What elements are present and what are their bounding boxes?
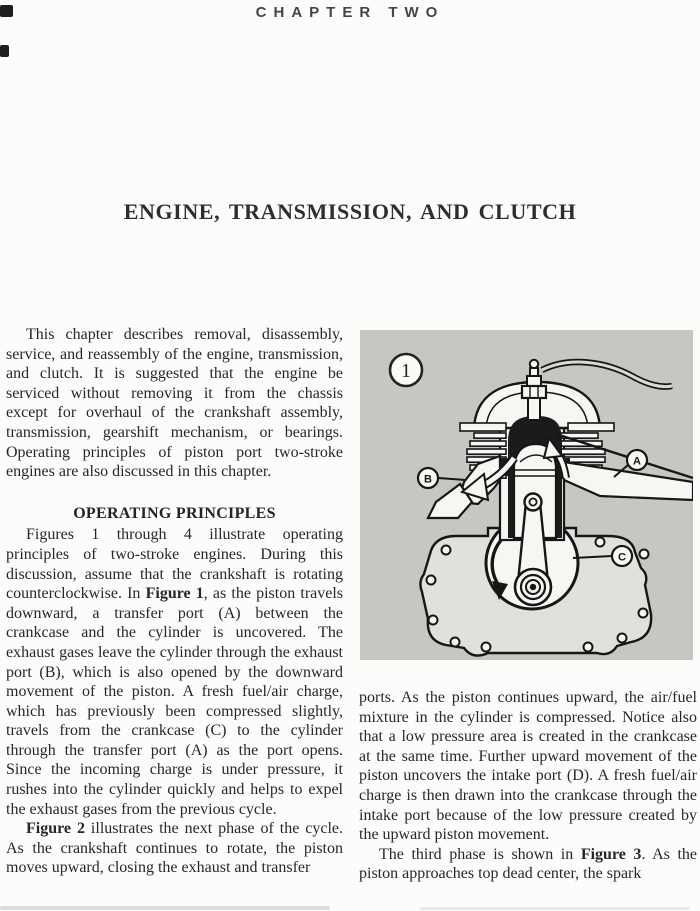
paragraph-operating-1: Figures 1 through 4 illustrate operating principles of two-stroke engines. During this discussion, assume that the crankshaft is rotating counterclockwise. In Figure 1, as the piston travels downward, a transfer port (A) between the crankcase and the cylinder is uncovered. The exhaust gases leave the cylinder through the exhaust port (B), which is also opened by the downward movement of the piston. A fresh fuel/air charge, which has previously been compressed slightly, travels from the crankcase (C) to the cylinder through the transfer port (A) as the port opens. Since the incoming charge is under pressure, it rushes into the cylinder quickly and helps to expel the exhaust gases from the previous cycle. <box>6 526 344 818</box>
svg-text:C: C <box>618 551 626 564</box>
scan-artifact <box>420 907 690 910</box>
svg-text:A: A <box>633 455 641 468</box>
scan-artifact <box>0 45 9 57</box>
svg-text:1: 1 <box>401 360 411 382</box>
crankshaft-hub <box>515 569 551 605</box>
left-column <box>6 325 343 878</box>
paragraph-third-phase: The third phase is shown in Figure 3. As the piston approaches top dead center, the spark <box>359 845 698 883</box>
chapter-header: CHAPTER TWO <box>255 4 445 21</box>
scan-artifact <box>0 906 330 910</box>
right-column <box>359 688 697 884</box>
figure-number-badge <box>390 354 422 386</box>
paragraph-intro: This chapter describes removal, disassembly, service, and reassembly of the engine, transmission, and clutch. It is suggested that the engine be serviced without removing it from the chassis except for overhaul of the crankshaft assembly, transmission, gearshift mechanism, or bearings. Operating principles of piston port two-stroke engines are also discussed in this chapter. <box>6 326 343 481</box>
engine-cross-section-illustration <box>360 330 693 660</box>
section-heading: OPERATING PRINCIPLES <box>73 504 276 522</box>
figure-1-panel <box>360 330 693 660</box>
paragraph-continuation: ports. As the piston continues upward, the air/fuel mixture in the cylinder is compressed. Notice also that a low pressure area is created in the crankcase at the same time. Further upward movement of the piston uncovers the intake port (D). A fresh fuel/air charge is then drawn into the crankcase through the intake port because of the low pressure created by the upward piston movement. <box>359 689 697 844</box>
svg-text:B: B <box>424 473 432 486</box>
wrist-pin <box>525 494 542 511</box>
page-title: ENGINE, TRANSMISSION, AND CLUTCH <box>123 199 577 224</box>
paragraph-operating-2: Figure 2 illustrates the next phase of the cycle. As the crankshaft continues to rotate, the piston moves upward, closing the exhaust and transfer <box>6 820 344 877</box>
